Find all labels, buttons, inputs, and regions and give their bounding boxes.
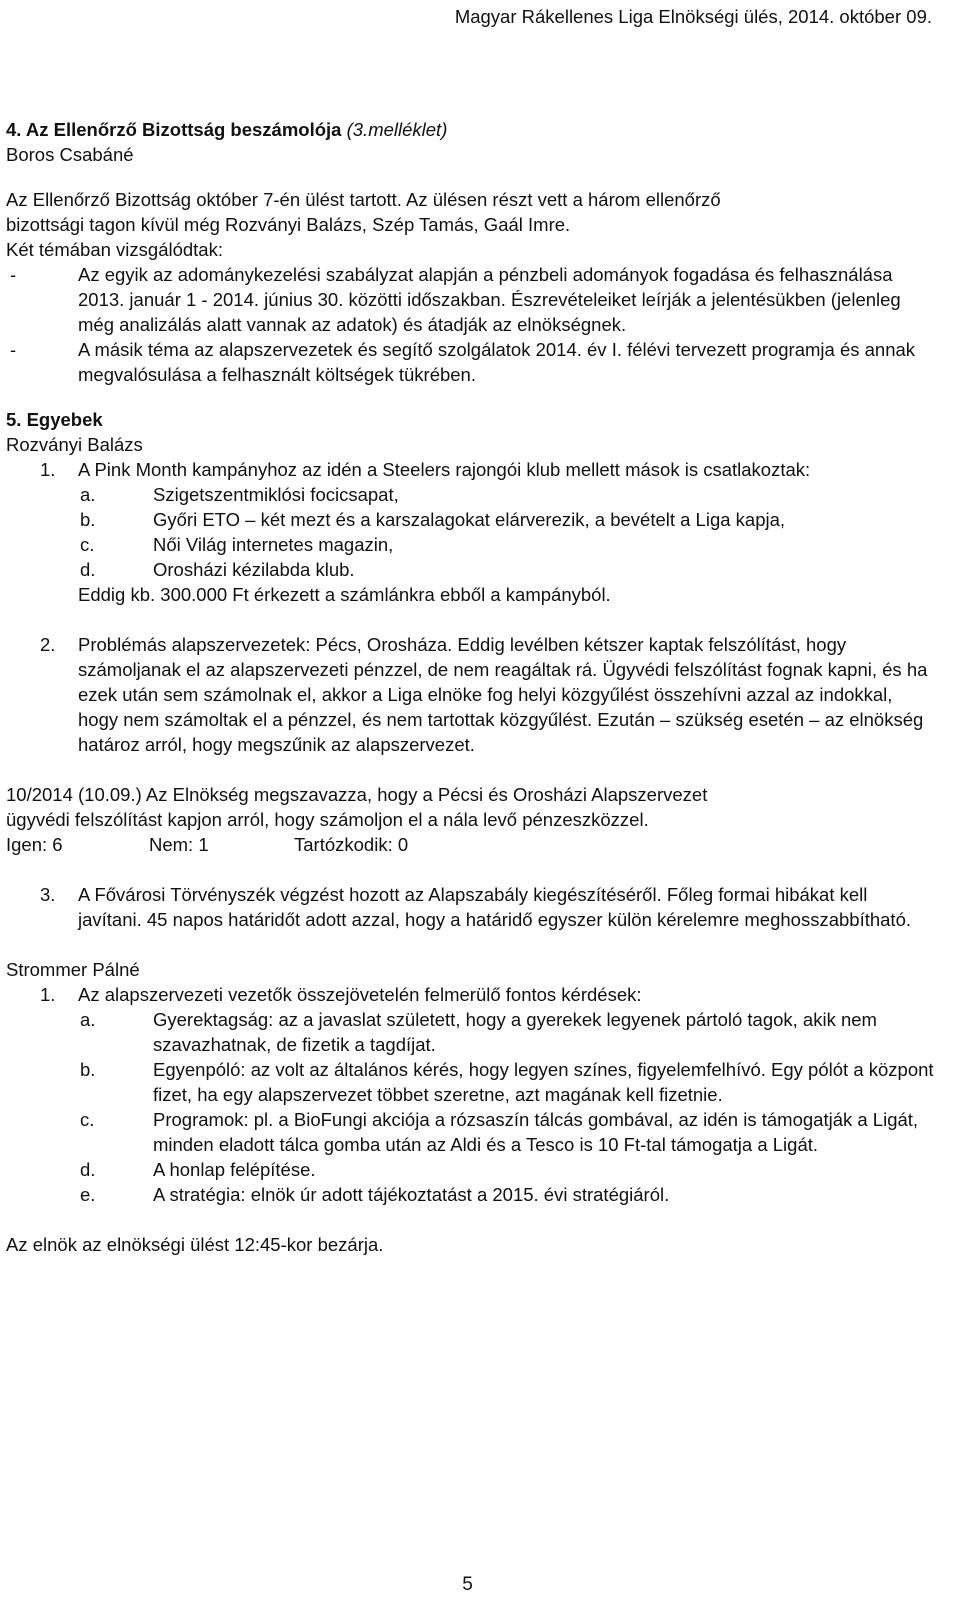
section-4-para1-line2: bizottsági tagon kívül még Rozványi Balázs, Szép Tamás, Gaál Imre. bbox=[6, 214, 571, 235]
sub-marker: c. bbox=[80, 534, 95, 555]
vote-yes: Igen: 6 bbox=[6, 834, 63, 855]
sub-marker: a. bbox=[80, 1009, 96, 1030]
section-5-heading: 5. Egyebek bbox=[6, 409, 103, 430]
sub-item bbox=[78, 1007, 936, 1057]
item-marker: 3. bbox=[40, 884, 56, 905]
sub-text: A stratégia: elnök úr adott tájékoztatást a 2015. évi stratégiáról. bbox=[153, 1184, 670, 1205]
vote-result bbox=[6, 832, 936, 857]
section-4-para1-line1: Az Ellenőrző Bizottság október 7-én ülést tartott. Az ülésen részt vett a három ellenőrző bbox=[6, 189, 721, 210]
item-text: A Pink Month kampányhoz az idén a Steelers rajongói klub mellett mások is csatlakoztak: bbox=[78, 459, 811, 480]
sub-text: Női Világ internetes magazin, bbox=[153, 534, 394, 555]
section-4-title: 4. Az Ellenőrző Bizottság beszámolója bbox=[6, 119, 342, 140]
bullet-text: A másik téma az alapszervezetek és segítő szolgálatok 2014. év I. félévi tervezett programja és annak megvalósulása a felhasznált költségek tükrében. bbox=[78, 339, 916, 385]
sub-text: Gyerektagság: az a javaslat született, hogy a gyerekek legyenek pártoló tagok, akik nem szavazhatnak, de fizetik a tagdíjat. bbox=[153, 1009, 877, 1055]
resolution-line-1: 10/2014 (10.09.) Az Elnökség megszavazza, hogy a Pécsi és Orosházi Alapszervezet bbox=[6, 784, 708, 805]
document-body bbox=[6, 117, 936, 1257]
item-text: Az alapszervezeti vezetők összejövetelén felmerülő fontos kérdések: bbox=[78, 984, 642, 1005]
sub-marker: b. bbox=[80, 1059, 96, 1080]
sub-text: Orosházi kézilabda klub. bbox=[153, 559, 355, 580]
bullet-item bbox=[6, 262, 936, 337]
sub-marker: d. bbox=[80, 559, 96, 580]
item-text: A Fővárosi Törvényszék végzést hozott az Alapszabály kiegészítéséről. Főleg formai hibákat kell javítani. 45 napos határidőt adott azzal, hogy a határidő egyszer külön kérelemre meghosszabbítható. bbox=[78, 884, 912, 930]
sub-text: Szigetszentmiklósi focicsapat, bbox=[153, 484, 399, 505]
numbered-item bbox=[6, 982, 936, 1007]
resolution-line-2: ügyvédi felszólítást kapjon arról, hogy számoljon el a nála levő pénzeszközzel. bbox=[6, 809, 649, 830]
closing-statement: Az elnök az elnökségi ülést 12:45-kor bezárja. bbox=[6, 1234, 384, 1255]
bullet-text: Az egyik az adománykezelési szabályzat alapján a pénzbeli adományok fogadása és felhasználása 2013. január 1 - 2014. június 30. közötti időszakban. Észrevételeiket leírják a jelentésükben (jelenleg még analizálás alatt vannak az adatok) és átadják az elnökségnek. bbox=[78, 264, 901, 335]
sub-item bbox=[78, 1107, 936, 1157]
sub-item bbox=[78, 1157, 936, 1182]
sub-item bbox=[78, 1182, 936, 1207]
sub-marker: c. bbox=[80, 1109, 95, 1130]
vote-abstain: Tartózkodik: 0 bbox=[294, 834, 409, 855]
section-4-intro: Két témában vizsgálódtak: bbox=[6, 239, 223, 260]
page-header: Magyar Rákellenes Liga Elnökségi ülés, 2014. október 09. bbox=[454, 6, 932, 27]
sub-text: Egyenpóló: az volt az általános kérés, hogy legyen színes, figyelemfelhívó. Egy pólót a központ fizet, ha egy alapszervezet többet szeretne, azt magának kell fizetnie. bbox=[153, 1059, 934, 1105]
item-marker: 1. bbox=[40, 459, 56, 480]
sub-item bbox=[78, 532, 936, 557]
bullet-marker: - bbox=[10, 264, 17, 285]
item-marker: 1. bbox=[40, 984, 56, 1005]
item-marker: 2. bbox=[40, 634, 56, 655]
section-4-heading bbox=[6, 117, 936, 142]
sub-item bbox=[78, 482, 936, 507]
numbered-item bbox=[6, 882, 936, 932]
bullet-item bbox=[6, 337, 936, 387]
sub-marker: d. bbox=[80, 1159, 96, 1180]
section-4-presenter: Boros Csabáné bbox=[6, 144, 134, 165]
sub-item bbox=[78, 1057, 936, 1107]
section-5-presenter-2: Strommer Pálné bbox=[6, 959, 140, 980]
section-5-presenter-1: Rozványi Balázs bbox=[6, 434, 143, 455]
sub-marker: b. bbox=[80, 509, 96, 530]
sub-marker: e. bbox=[80, 1184, 96, 1205]
section-4-note: (3.melléklet) bbox=[346, 119, 448, 140]
sub-item bbox=[78, 557, 936, 582]
campaign-summary: Eddig kb. 300.000 Ft érkezett a számlánkra ebből a kampányból. bbox=[78, 584, 611, 605]
vote-no: Nem: 1 bbox=[149, 834, 209, 855]
sub-text: Győri ETO – két mezt és a karszalagokat elárverezik, a bevételt a Liga kapja, bbox=[153, 509, 786, 530]
sub-text: A honlap felépítése. bbox=[153, 1159, 316, 1180]
sub-marker: a. bbox=[80, 484, 96, 505]
numbered-item bbox=[6, 632, 936, 757]
item-text: Problémás alapszervezetek: Pécs, Orosháza. Eddig levélben kétszer kaptak felszólítást, hogy számoljanak el az alapszervezeti pénzzel, de nem reagáltak rá. Ügyvédi felszólítást fognak kapni, és ha ezek után sem számolnak el, akkor a Liga elnöke fog helyi közgyűlést összehívni azzal az indokkal, hogy nem számoltak el a pénzzel, és nem tartottak közgyűlést. Ezután – szükség esetén – az elnökség határoz arról, hogy megszűnik az alapszervezet. bbox=[78, 634, 928, 755]
sub-item bbox=[78, 507, 936, 532]
bullet-marker: - bbox=[10, 339, 17, 360]
sub-text: Programok: pl. a BioFungi akciója a rózsaszín tálcás gombával, az idén is támogatják a Ligát, minden eladott tálca gomba után az Aldi és a Tesco is 10 Ft-tal támogatja a Ligát. bbox=[153, 1109, 919, 1155]
numbered-item bbox=[6, 457, 936, 482]
page-number: 5 bbox=[462, 1574, 473, 1595]
